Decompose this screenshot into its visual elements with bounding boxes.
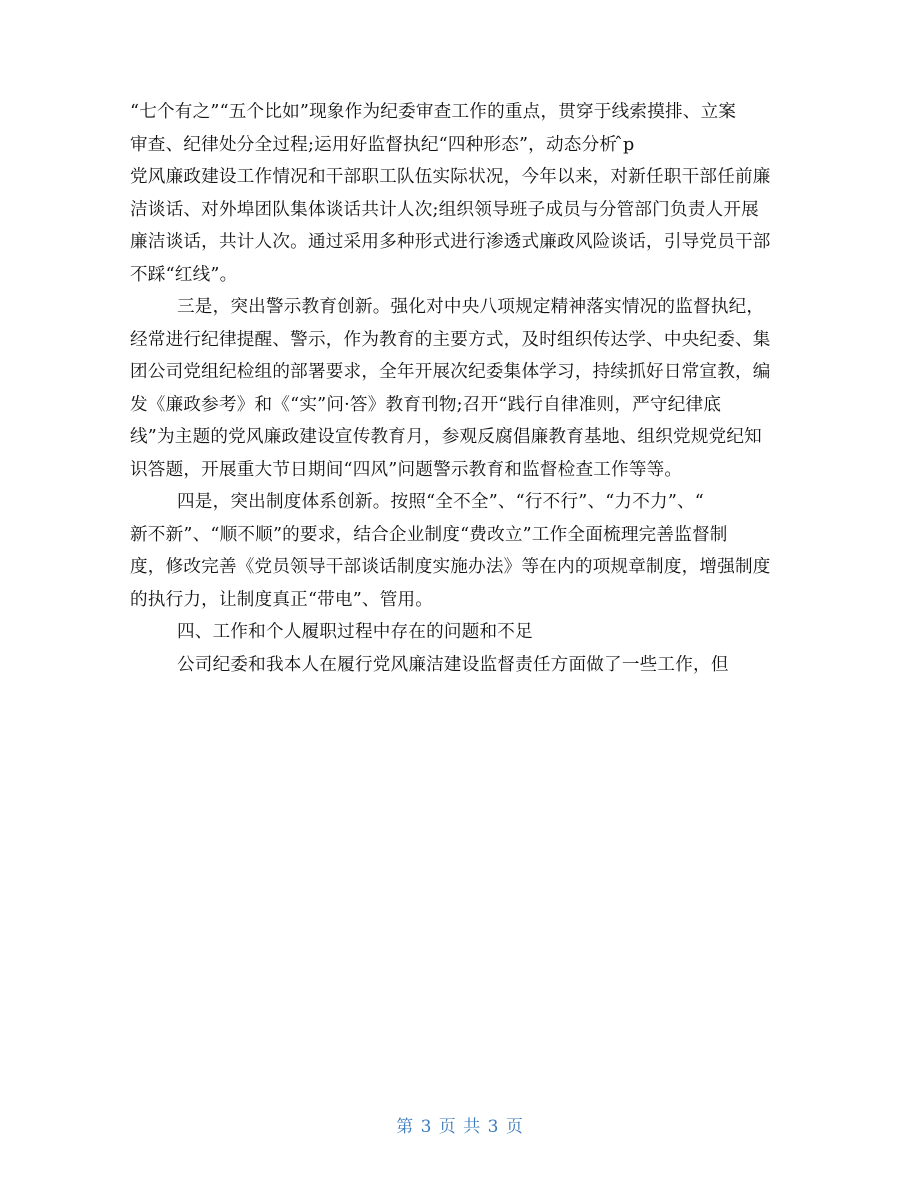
text-line: 不踩“红线”。: [130, 264, 238, 285]
text-line: 三是，突出警示教育创新。强化对中央八项规定精神落实情况的监督执纪，: [177, 297, 765, 317]
section-heading: [130, 616, 795, 649]
text-line: 洁谈话、对外埠团队集体谈话共计人次;组织领导班子成员与分管部门负责人开展: [130, 199, 759, 220]
text-line: 识答题，开展重大节日期间“四风”问题警示教育和监督检查工作等等。: [130, 459, 683, 480]
text-line: 公司纪委和我本人在履行党风廉洁建设监督责任方面做了一些工作，但: [177, 654, 729, 675]
paragraph-2: [130, 291, 795, 486]
text-line: 线”为主题的党风廉政建设宣传教育月，参观反腐倡廉教育基地、组织党规党纪知: [130, 427, 762, 447]
paragraph-1: [130, 96, 795, 291]
text-line: 四是，突出制度体系创新。按照“全不全”、“行不行”、“力不力”、“: [177, 492, 705, 512]
text-line: “七个有之”“五个比如”现象作为纪委审查工作的重点，贯穿于线索摸排、立案: [130, 102, 737, 122]
paragraph-5: [130, 649, 795, 682]
text-line: 的执行力，让制度真正“带电”、管用。: [130, 589, 434, 610]
text-line: 经常进行纪律提醒、警示，作为教育的主要方式，及时组织传达学、中央纪委、集: [130, 329, 771, 350]
text-line: 审查、纪律处分全过程;运用好监督执纪“四种形态”，动态分析 ̂p: [130, 134, 635, 155]
heading-line: 四、工作和个人履职过程中存在的问题和不足: [177, 622, 533, 642]
text-line: 新不新”、“顺不顺”的要求，结合企业制度“费改立”工作全面梳理完善监督制: [130, 524, 728, 545]
text-line: 廉洁谈话，共计人次。通过采用多种形式进行渗透式廉政风险谈话，引导党员干部: [130, 232, 771, 252]
text-line: 团公司党组纪检组的部署要求，全年开展次纪委集体学习，持续抓好日常宣教，编: [130, 362, 771, 382]
paragraph-3: [130, 486, 795, 616]
text-line: 党风廉政建设工作情况和干部职工队伍实际状况，今年以来，对新任职干部任前廉: [130, 167, 771, 187]
document-body: [130, 96, 795, 681]
page-number-footer: 第 3 页 共 3 页: [396, 1117, 524, 1137]
text-line: 度，修改完善《党员领导干部谈话制度实施办法》等在内的项规章制度，增强制度: [130, 557, 771, 577]
text-line: 发《廉政参考》和《“实”问·答》教育刊物;召开“践行自律准则，严守纪律底: [130, 394, 722, 415]
